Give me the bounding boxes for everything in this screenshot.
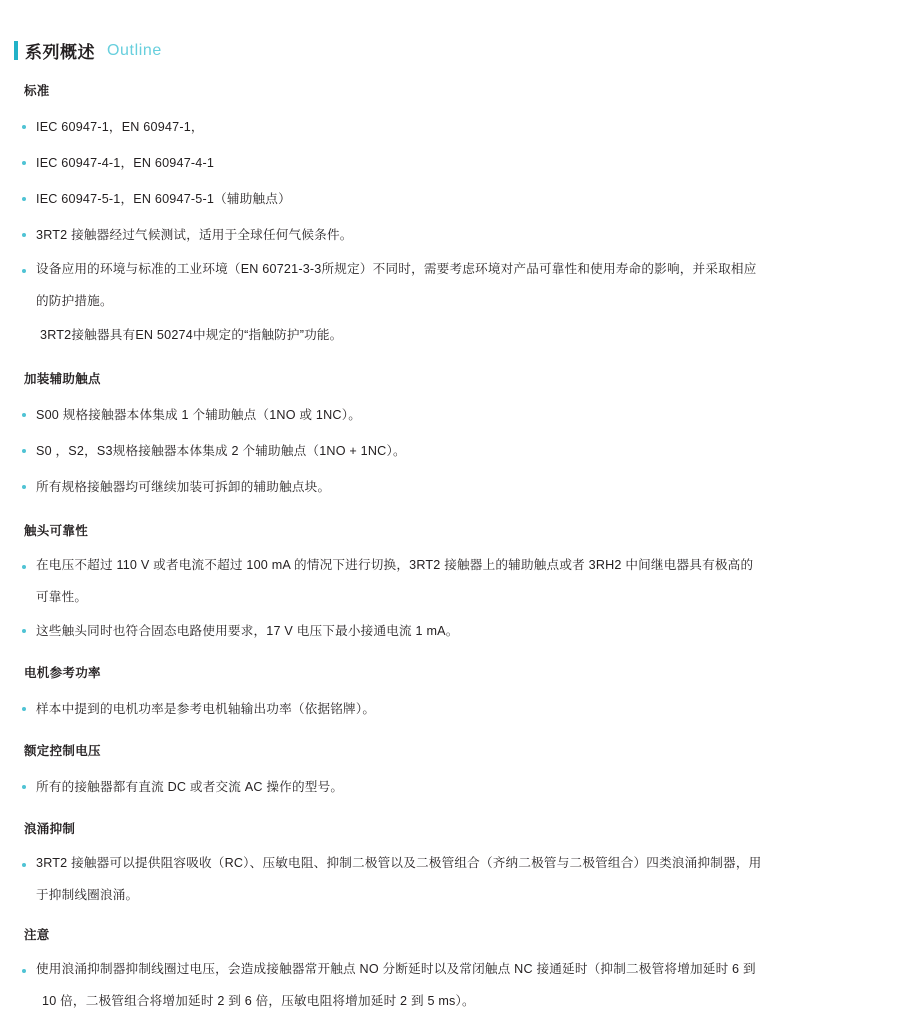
list-item-text: S00 规格接触器本体集成 1 个辅助触点（1NO 或 1NC）。 (36, 408, 361, 422)
list-item (22, 109, 878, 145)
list-item-text: 所有的接触器都有直流 DC 或者交流 AC 操作的型号。 (36, 780, 344, 794)
list-item (22, 253, 878, 317)
section-title: 额定控制电压 (24, 744, 101, 758)
list-item-text: S0 ，S2，S3规格接触器本体集成 2 个辅助触点（1NO + 1NC）。 (36, 444, 406, 458)
list-item-text: IEC 60947-1，EN 60947-1， (36, 120, 204, 134)
list-item-text: 样本中提到的电机功率是参考电机轴输出功率（依据铭牌）。 (36, 702, 376, 716)
bullet-list (14, 691, 878, 727)
bullet-list (14, 769, 878, 805)
list-item-text: 使用浪涌抑制器抑制线圈过电压，会造成接触器常开触点 NO 分断延时以及常闭触点 NC 接通延时（抑制二极管将增加延时 6 到 (36, 962, 756, 976)
list-item-text: IEC 60947-5-1，EN 60947-5-1（辅助触点） (36, 192, 291, 206)
section-title: 加装辅助触点 (24, 372, 101, 386)
list-item (22, 181, 878, 217)
list-item-text: 3RT2接触器具有EN 50274中规定的“指触防护”功能。 (40, 328, 343, 342)
list-item-text: 设备应用的环境与标准的工业环境（EN 60721-3-3所规定）不同时，需要考虑环境对产品可靠性和使用寿命的影响，并采取相应 (36, 262, 757, 276)
bullet-list (14, 109, 878, 353)
list-item (22, 317, 878, 353)
section-title: 注意 (24, 928, 50, 942)
section-title: 浪涌抑制 (24, 822, 76, 836)
list-item-text-line2: 的防护措施。 (36, 294, 113, 308)
list-item (22, 691, 878, 727)
bullet-list (14, 847, 878, 911)
accent-bar-icon (14, 41, 18, 60)
list-item (22, 145, 878, 181)
section-standards (14, 81, 878, 353)
section-header (14, 38, 878, 63)
list-item-text: 所有规格接触器均可继续加装可拆卸的辅助触点块。 (36, 480, 331, 494)
list-item (22, 217, 878, 253)
list-item (22, 953, 878, 1017)
list-item (22, 469, 878, 505)
list-item (22, 433, 878, 469)
list-item-text-line2: 可靠性。 (36, 590, 88, 604)
list-item (22, 549, 878, 613)
list-item-text: 这些触头同时也符合固态电路使用要求，17 V 电压下最小接通电流 1 mA。 (36, 624, 459, 638)
section-title: 电机参考功率 (24, 666, 101, 680)
section-contact-reliability (14, 521, 878, 649)
section-title: 触头可靠性 (24, 524, 89, 538)
section-surge-suppression (14, 819, 878, 911)
section-motor-power (14, 663, 878, 727)
list-item (22, 769, 878, 805)
bullet-list (14, 549, 878, 649)
list-item-text: 在电压不超过 110 V 或者电流不超过 100 mA 的情况下进行切换，3RT2 接触器上的辅助触点或者 3RH2 中间继电器具有极高的 (36, 558, 754, 572)
bullet-list (14, 953, 878, 1017)
bullet-list (14, 397, 878, 505)
section-notice (14, 925, 878, 1017)
list-item (22, 397, 878, 433)
section-auxiliary-contacts (14, 369, 878, 505)
list-item (22, 847, 878, 911)
list-item-text-line2: 10 倍，二极管组合将增加延时 2 到 6 倍，压敏电阻将增加延时 2 到 5 ms）。 (42, 994, 475, 1008)
page-title: 系列概述 (25, 43, 95, 62)
list-item (22, 613, 878, 649)
list-item-text: 3RT2 接触器可以提供阻容吸收（RC）、压敏电阻、抑制二极管以及二极管组合（齐纳二极管与二极管组合）四类浪涌抑制器，用 (36, 856, 762, 870)
list-item-text: IEC 60947-4-1，EN 60947-4-1 (36, 156, 215, 170)
section-title: 标准 (24, 84, 50, 98)
list-item-text-line2: 于抑制线圈浪涌。 (36, 888, 139, 902)
section-rated-control-voltage (14, 741, 878, 805)
list-item-text: 3RT2 接触器经过气候测试，适用于全球任何气候条件。 (36, 228, 353, 242)
page-title-english: Outline (107, 41, 162, 59)
